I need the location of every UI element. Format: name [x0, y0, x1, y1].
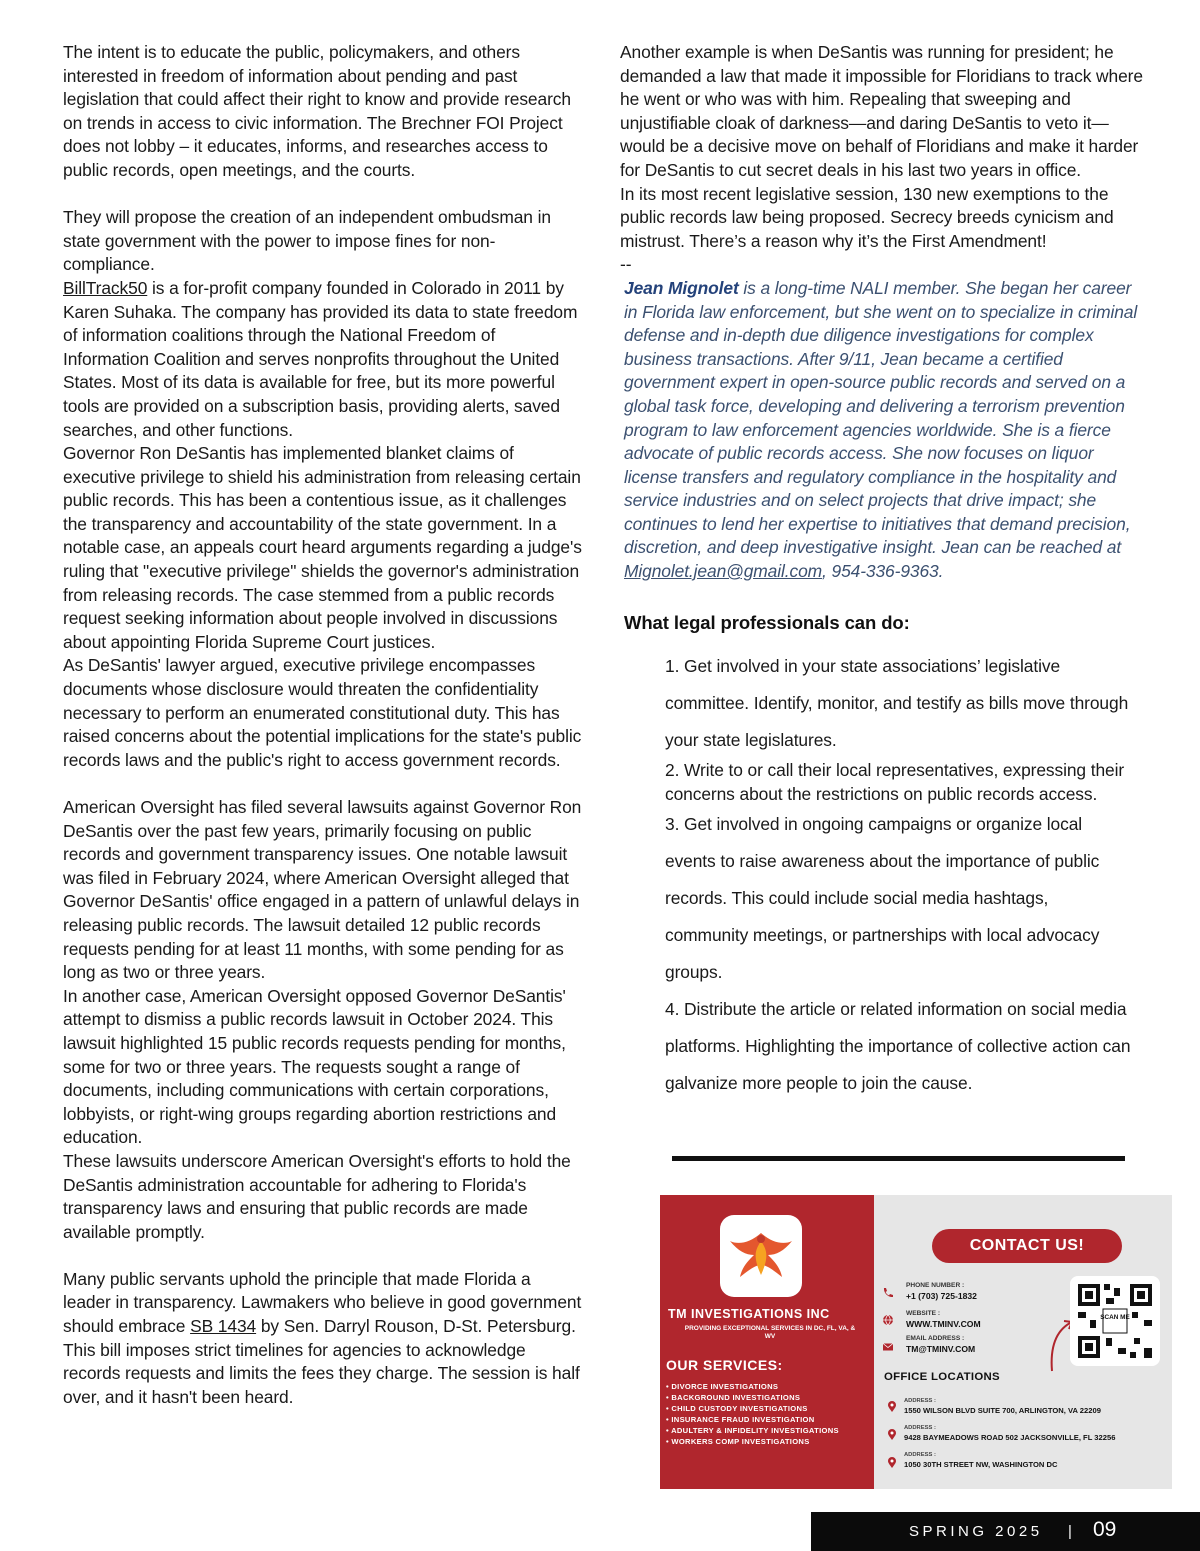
- tm-investigations-ad[interactable]: [660, 1195, 1172, 1489]
- contact-us-banner: CONTACT US!: [932, 1229, 1122, 1263]
- author-phone: , 954-336-9363.: [822, 561, 944, 582]
- list-item: 2. Write to or call their local representatives, expressing their concerns about the restrictions on public records access.: [665, 760, 1125, 804]
- company-tagline: PROVIDING EXCEPTIONAL SERVICES IN DC, FL, VA, & WV: [684, 1325, 856, 1340]
- phoenix-logo-icon: [720, 1215, 802, 1297]
- office-locations-heading: OFFICE LOCATIONS: [884, 1371, 1000, 1383]
- service-item: • DIVORCE INVESTIGATIONS: [666, 1381, 876, 1392]
- separator: --: [620, 254, 632, 275]
- company-name: TM INVESTIGATIONS INC: [668, 1307, 830, 1321]
- paragraph: In its most recent legislative session, 130 new exemptions to the public records law being proposed. Secrecy breeds cynicism and mistrust. There’s a reason why it’s the First Amendment!: [620, 183, 1114, 251]
- list-item: 3. Get involved in ongoing campaigns or organize local events to raise awareness about the importance of public records. This could include social media hashtags, community meetings, or partnerships with local advocacy groups.: [665, 814, 1100, 983]
- address-label: ADDRESS :: [904, 1425, 936, 1431]
- office-address: 1550 WILSON BLVD SUITE 700, ARLINGTON, VA 22209: [904, 1406, 1101, 1415]
- section-heading: What legal professionals can do:: [624, 611, 910, 633]
- service-item: • WORKERS COMP INVESTIGATIONS: [666, 1436, 876, 1447]
- office-address: 1050 30TH STREET NW, WASHINGTON DC: [904, 1460, 1058, 1469]
- list-item: 4. Distribute the article or related information on social media platforms. Highlighting the importance of collective action can galvanize more people to join the cause.: [665, 999, 1131, 1094]
- location-pin-icon: [886, 1457, 898, 1469]
- paragraph: [63, 1268, 583, 1410]
- email-address[interactable]: TM@TMINV.COM: [906, 1344, 976, 1354]
- list-item: 1. Get involved in your state associations’ legislative committee. Identify, monitor, and testify as bills move through your state legislatures.: [665, 656, 1129, 751]
- paragraph: As DeSantis' lawyer argued, executive privilege encompasses documents whose disclosure would threaten the confidentiality necessary to perform an enumerated constitutional duty. This has raised concerns about the potential implications for the state's public records laws and the public's right to access government records.: [63, 655, 582, 770]
- email-label: EMAIL ADDRESS :: [906, 1335, 965, 1342]
- author-email-link[interactable]: Mignolet.jean@gmail.com: [624, 561, 823, 582]
- qr-code-icon[interactable]: [1070, 1276, 1160, 1366]
- address-label: ADDRESS :: [904, 1452, 936, 1458]
- phone-icon: [882, 1287, 894, 1299]
- location-pin-icon: [886, 1429, 898, 1441]
- paragraph: The intent is to educate the public, policymakers, and others interested in freedom of information about pending and past legislation that could affect their right to know and provide research on trends in access to civic information. The Brechner FOI Project does not lobby – it educates, informs, and researches access to public records, open meetings, and the courts.: [63, 42, 571, 180]
- phone-number: +1 (703) 725-1832: [906, 1291, 977, 1301]
- services-list: [666, 1381, 876, 1447]
- paragraph: Governor Ron DeSantis has implemented blanket claims of executive privilege to shield his administration from releasing certain public records. This has been a contentious issue, as it challenges the transparency and accountability of the state government. In a notable case, an appeals court heard arguments regarding a judge's ruling that "executive privilege" shields the governor's administration from releasing records. The case stemmed from a public records request seeking information about people involved in discussions about appointing Florida Supreme Court justices.: [63, 443, 582, 652]
- envelope-icon: [882, 1341, 894, 1353]
- globe-icon: [882, 1314, 894, 1326]
- service-item: • CHILD CUSTODY INVESTIGATIONS: [666, 1403, 876, 1414]
- bio-text: is a long-time NALI member. She began her career in Florida law enforcement, but she went on to specialize in criminal defense and in-depth due diligence investigations for complex business transactions. After 9/11, Jean became a certified government expert in open-source public records and served on a global task force, developing and delivering a terrorism prevention program to law enforcement agencies worldwide. She is a fierce advocate of public records access. She now focuses on liquor license transfers and regulatory compliance in the hospitality and service industries and on select projects that drive impact; she continues to lend her expertise to initiatives that demand precision, discretion, and deep investigative insight. Jean can be reached at: [624, 277, 1138, 558]
- ad-red-panel: [660, 1195, 874, 1489]
- left-column: [63, 41, 583, 1409]
- service-item: • ADULTERY & INFIDELITY INVESTIGATIONS: [666, 1425, 876, 1436]
- qr-label: SCAN ME: [1100, 1314, 1130, 1321]
- author-bio: [624, 277, 1145, 584]
- footer-divider: |: [1068, 1523, 1072, 1540]
- paragraph: In another case, American Oversight opposed Governor DeSantis' attempt to dismiss a public records lawsuit in October 2024. This lawsuit highlighted 15 public records requests pending for months, some for two or three years. The requests sought a range of documents, including communications with certain corporations, lobbyists, or right-wing groups regarding abortion restrictions and education.: [63, 985, 566, 1148]
- paragraph-text: Many public servants uphold the principle that made Florida a leader in transparency. Lawmakers who believe in good government should embrace: [63, 1268, 582, 1337]
- right-column: [620, 41, 1145, 1102]
- paragraph: [63, 277, 583, 442]
- website-url[interactable]: WWW.TMINV.COM: [906, 1319, 981, 1329]
- location-pin-icon: [886, 1401, 898, 1413]
- paragraph-text: by Sen. Darryl Rouson, D-St. Petersburg. This bill imposes strict timelines for agencies to acknowledge records requests and limits the fees they charge. The session is half over, and it hasn't been heard.: [63, 1316, 580, 1407]
- service-item: • BACKGROUND INVESTIGATIONS: [666, 1392, 876, 1403]
- page-number: 09: [1093, 1518, 1117, 1541]
- issue-season: SPRING 2025: [909, 1523, 1043, 1540]
- action-list: [665, 648, 1135, 1102]
- website-label: WEBSITE :: [906, 1310, 941, 1317]
- sb-1434-link[interactable]: SB 1434: [190, 1316, 257, 1337]
- phone-label: PHONE NUMBER :: [906, 1282, 965, 1289]
- paragraph: These lawsuits underscore American Oversight's efforts to hold the DeSantis administration accountable for adhering to Florida's transparency laws and ensuring that public records are made available promptly.: [63, 1150, 571, 1242]
- author-name: Jean Mignolet: [624, 277, 739, 298]
- paragraph-text: is a for-profit company founded in Colorado in 2011 by Karen Suhaka. The company has provided its data to state freedom of information coalitions through the National Freedom of Information Coalition and serves nonprofits throughout the United States. Most of its data is available for free, but its more powerful tools are provided on a subscription basis, providing alerts, saved searches, and other functions.: [63, 277, 578, 440]
- page-footer: [811, 1512, 1200, 1551]
- billtrack50-link[interactable]: BillTrack50: [63, 277, 148, 298]
- paragraph: American Oversight has filed several lawsuits against Governor Ron DeSantis over the past few years, primarily focusing on public records and government transparency issues. One notable lawsuit was filed in February 2024, where American Oversight alleged that Governor DeSantis' office engaged in a pattern of unlawful delays in releasing public records. The lawsuit detailed 12 public records requests pending for at least 11 months, with some pending for as long as two or three years.: [63, 797, 582, 983]
- paragraph: Another example is when DeSantis was running for president; he demanded a law that made it impossible for Floridians to track where he went or who was with him. Repealing that sweeping and unjustifiable cloak of darkness—and daring DeSantis to veto it—would be a decisive move on behalf of Floridians and make it harder for DeSantis to cut secret deals in his last two years in office.: [620, 42, 1143, 180]
- section-divider: [672, 1156, 1125, 1161]
- services-heading: OUR SERVICES:: [666, 1357, 783, 1373]
- address-label: ADDRESS :: [904, 1398, 936, 1404]
- service-item: • INSURANCE FRAUD INVESTIGATION: [666, 1414, 876, 1425]
- office-address: 9428 BAYMEADOWS ROAD 502 JACKSONVILLE, FL 32256: [904, 1433, 1116, 1442]
- paragraph: They will propose the creation of an independent ombudsman in state government with the power to impose fines for non-compliance.: [63, 207, 551, 275]
